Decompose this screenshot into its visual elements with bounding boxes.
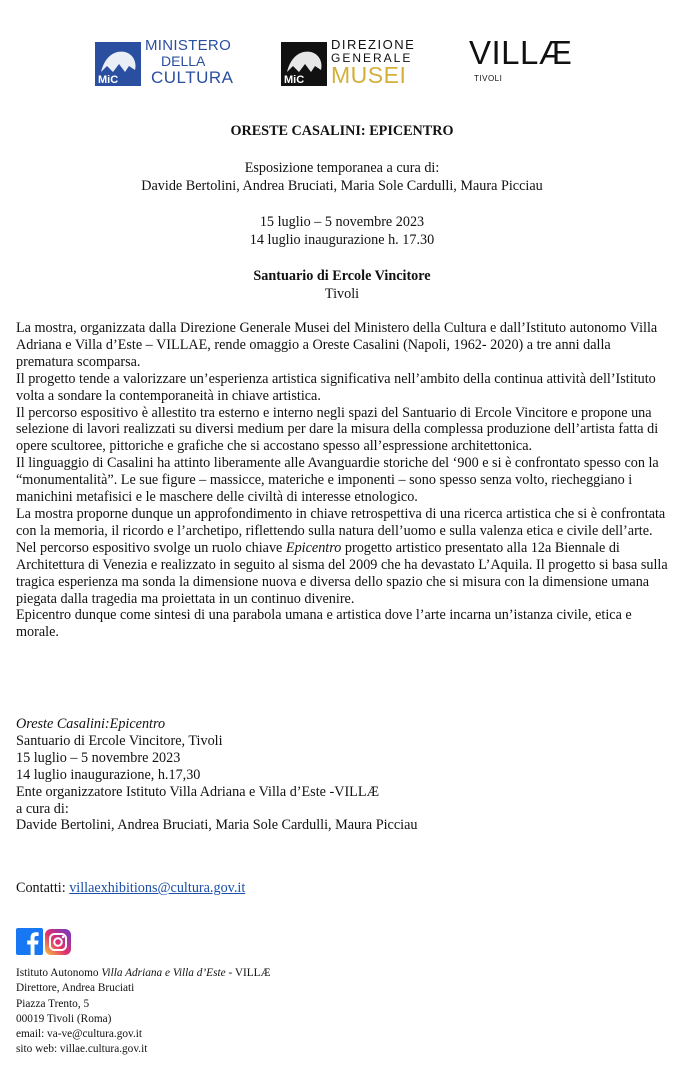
paragraph-4: Il linguaggio di Casalini ha attinto liberamente alle Avanguardie storiche del ‘900 e si è confrontato spesso con la “monumentalità”. Le sue figure – massicce, materiche e imponenti – sono spesso senza volto, riecheggiano i manichini metafisici e le maschere delle civiltà di interesse etnologico.: [16, 455, 659, 506]
summary-venue: Santuario di Ercole Vincitore, Tivoli: [16, 732, 223, 749]
footer-city: 00019 Tivoli (Roma): [16, 1012, 112, 1025]
opening-line: 14 luglio inaugurazione h. 17.30: [249, 232, 435, 248]
mic-line3: CULTURA: [151, 68, 234, 87]
logo-bar: [0, 36, 684, 88]
paragraph-3: Il percorso espositivo è allestito tra esterno e interno negli spazi del Santuario di Ercole Vincitore e propone una selezione di lavori realizzati su diversi medium per dare la misura della complessa produzione dell’artista fatta di opere scultoree, pittoriche e grafiche che si accostano spesso all’espressione architettonica.: [16, 404, 659, 455]
summary-block: [16, 716, 670, 834]
footer-inst-em: Villa Adriana e Villa d’Este: [101, 967, 226, 979]
p6-pre: Nel percorso espositivo svolge un ruolo chiave: [16, 539, 286, 556]
footer-inst-post: - VILLÆ: [225, 967, 271, 979]
paragraph-5: La mostra proporne dunque un approfondimento in chiave retrospettiva di una ricerca artistica che si è confrontata con la memoria, il ricordo e l’archetipo, riflettendo sulla natura dell’uomo e sulla valenza etica e civile dell’arte.: [16, 505, 666, 539]
curators-line: Davide Bertolini, Andrea Bruciati, Maria Sole Cardulli, Maura Picciau: [141, 178, 543, 194]
direzione-musei-logo: [281, 36, 421, 88]
page-title: ORESTE CASALINI: EPICENTRO: [230, 123, 454, 139]
ministero-cultura-logo: [95, 36, 240, 88]
contacts-line: [16, 880, 670, 897]
dg-line1: DIREZIONE: [331, 37, 416, 52]
villae-logo: [469, 36, 589, 88]
musei-badge: MiC: [284, 74, 305, 86]
footer-director: Direttore, Andrea Bruciati: [16, 982, 135, 995]
summary-opening: 14 luglio inaugurazione, h.17,30: [16, 766, 201, 783]
mic-emblem-icon: [95, 42, 141, 86]
paragraph-6: [16, 540, 670, 608]
dates-line: 15 luglio – 5 novembre 2023: [259, 214, 425, 230]
footer-email[interactable]: email: va-ve@cultura.gov.it: [16, 1028, 143, 1041]
p6-post: progetto artistico presentato alla 12a Biennale di Architettura di Venezia e realizzato in seguito al sisma del 2009 che ha devastato L’Aquila. Il progetto si basa sulla tragica esperienza ma sonda la dimensione nuova e diversa dello spazio che si misura con la dimensione umana piegata dalla tragedia ma proiettata in un continuo divenire.: [16, 539, 668, 607]
paragraph-2: Il progetto tende a valorizzare un’esperienza artistica significativa nell’ambito della continua attività dell’Istituto volta a sondare la contemporaneità in chiave artistica.: [16, 370, 656, 404]
instagram-icon[interactable]: [45, 929, 71, 955]
paragraph-1: La mostra, organizzata dalla Direzione Generale Musei del Ministero della Cultura e dall’Istituto autonomo Villa Adriana e Villa d’Este – VILLAE, rende omaggio a Oreste Casalini (Napoli, 1962- 2020) a tre anni dalla prematura scomparsa.: [16, 320, 658, 370]
venue-line: Santuario di Ercole Vincitore: [253, 268, 431, 284]
press-body: [16, 320, 670, 641]
contact-email-link[interactable]: villaexhibitions@cultura.gov.it: [69, 880, 246, 896]
dg-line3: MUSEI: [331, 62, 407, 88]
mic-line2: DELLA: [161, 53, 206, 69]
footer-site[interactable]: sito web: villae.cultura.gov.it: [16, 1043, 148, 1056]
summary-dates: 15 luglio – 5 novembre 2023: [16, 749, 181, 766]
institution-footer: [16, 966, 271, 1058]
city-line: Tivoli: [324, 286, 360, 302]
villae-sub: TIVOLI: [474, 74, 503, 83]
social-icons: [16, 928, 76, 956]
p6-em: Epicentro: [285, 539, 342, 556]
curated-line: Esposizione temporanea a cura di:: [244, 160, 440, 176]
mic-line1: MINISTERO: [145, 37, 232, 54]
summary-title: Oreste Casalini:Epicentro: [16, 716, 166, 732]
mic-badge: MiC: [98, 74, 119, 86]
facebook-icon[interactable]: [16, 928, 43, 955]
footer-inst-pre: Istituto Autonomo: [16, 967, 102, 979]
footer-address: Piazza Trento, 5: [16, 997, 90, 1010]
paragraph-7: Epicentro dunque come sintesi di una parabola umana e artistica dove l’arte incarna un’istanza civile, etica e morale.: [16, 607, 632, 641]
summary-organizer: Ente organizzatore Istituto Villa Adriana e Villa d’Este -VILLÆ: [16, 783, 380, 800]
footer-institution: [16, 966, 271, 981]
summary-curators: Davide Bertolini, Andrea Bruciati, Maria Sole Cardulli, Maura Picciau: [16, 817, 418, 834]
villae-name: VILLÆ: [469, 34, 573, 71]
dg-line2: GENERALE: [331, 51, 413, 65]
summary-curated: a cura di:: [16, 800, 69, 817]
musei-emblem-icon: [281, 42, 327, 86]
contacts-label: Contatti:: [16, 880, 70, 896]
